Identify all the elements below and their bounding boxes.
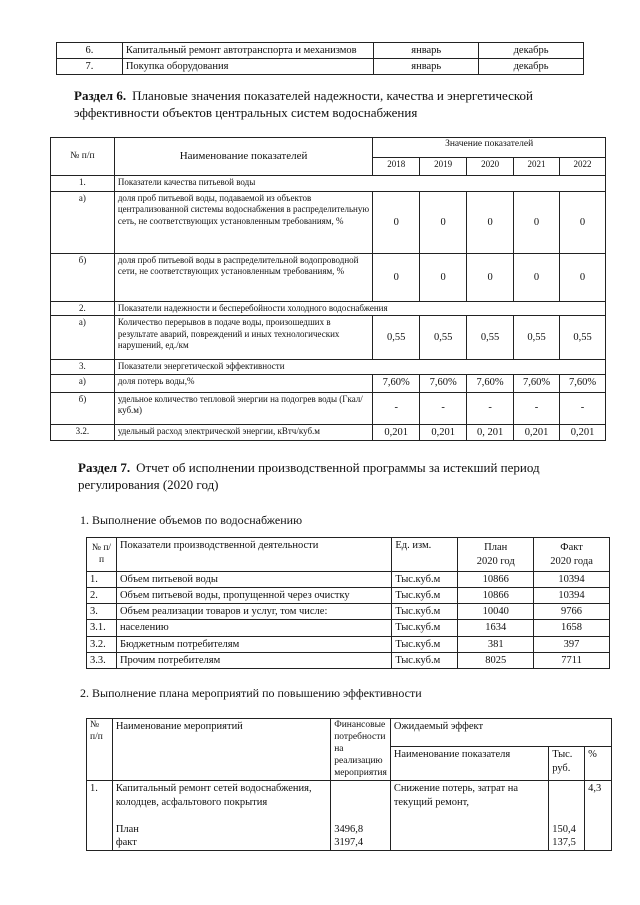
row-name: Объем питьевой воды	[116, 572, 391, 588]
value-cell: 7,60%	[373, 374, 420, 392]
value-cell: 0,201	[420, 424, 467, 440]
table-row	[51, 254, 606, 302]
measures-table	[86, 718, 612, 851]
fact-year: 2020 года	[550, 555, 593, 567]
fin-cell	[331, 781, 391, 851]
table-row	[87, 652, 610, 668]
plan-year: 2020 год	[476, 555, 515, 567]
row-number: 2.	[87, 588, 117, 604]
row-plan: 10866	[458, 588, 534, 604]
row-number: 7.	[57, 59, 123, 75]
row-number: 3.2.	[51, 424, 115, 440]
row-number: б)	[51, 392, 115, 424]
year-header: 2020	[467, 158, 514, 176]
value-cell: 0	[373, 254, 420, 302]
row-number: 3.3.	[87, 652, 117, 668]
head-pct: %	[585, 747, 612, 781]
value-cell: -	[467, 392, 514, 424]
row-name: Объем питьевой воды, пропущенной через очистку	[116, 588, 391, 604]
row-end: декабрь	[479, 43, 584, 59]
value-cell: 0	[514, 254, 560, 302]
value-cell: 0,55	[467, 316, 514, 360]
row-name: Количество перерывов в подаче воды, произошедших в результате аварий, повреждений и иных технологических нарушений, ед./км	[114, 316, 372, 360]
row-plan: 8025	[458, 652, 534, 668]
value-cell: 0	[373, 192, 420, 254]
section6-table	[50, 137, 606, 441]
row-unit: Тыс.куб.м	[392, 572, 458, 588]
row-unit: Тыс.куб.м	[392, 636, 458, 652]
table-row	[51, 392, 606, 424]
value-cell: 0,201	[514, 424, 560, 440]
row-plan: 10040	[458, 604, 534, 620]
head-eff-name: Наименование показателя	[390, 747, 548, 781]
rub-fact: 137,5	[552, 836, 576, 848]
value-cell: 0	[514, 192, 560, 254]
row-name: Капитальный ремонт сетей водоснабжения, колодцев, асфальтового покрытия	[115, 783, 312, 808]
table-row	[51, 424, 606, 440]
fin-plan: 3496,8	[334, 823, 364, 835]
table-row	[87, 588, 610, 604]
row-unit: Тыс.куб.м	[392, 588, 458, 604]
fact-label: Факт	[560, 542, 583, 554]
table-row	[87, 636, 610, 652]
head-unit: Ед. изм.	[392, 538, 458, 572]
table-row	[51, 316, 606, 360]
section7-title: Отчет об исполнении производственной программы за истекший период регулирования (2020 год)	[78, 460, 540, 492]
value-cell: 7,60%	[467, 374, 514, 392]
row-start: январь	[374, 59, 479, 75]
value-cell: 0	[467, 192, 514, 254]
row-number: 1.	[51, 176, 115, 192]
row-name: доля проб питьевой воды, подаваемой из объектов централизованной системы водоснабжения в распределительную сеть, не соответствующих установленным требованиям, %	[114, 192, 372, 254]
head-fact	[534, 538, 610, 572]
value-cell: 0, 201	[467, 424, 514, 440]
value-cell: 7,60%	[420, 374, 467, 392]
table-row	[87, 604, 610, 620]
value-cell: 0,201	[560, 424, 606, 440]
row-unit: Тыс.куб.м	[392, 620, 458, 636]
row-group-title: Показатели качества питьевой воды	[114, 176, 605, 192]
table-row	[51, 176, 606, 192]
row-number: а)	[51, 192, 115, 254]
row-plan: 1634	[458, 620, 534, 636]
rub-plan: 150,4	[552, 823, 576, 835]
row-number: б)	[51, 254, 115, 302]
plan-label: План	[484, 542, 508, 554]
pct-value: 4,3	[585, 781, 612, 851]
value-cell: 0	[420, 254, 467, 302]
row-number: 3.2.	[87, 636, 117, 652]
row-number: 3.1.	[87, 620, 117, 636]
row-name: Прочим потребителям	[116, 652, 391, 668]
head-name: Наименование мероприятий	[112, 719, 330, 781]
row-start: январь	[374, 43, 479, 59]
head-plan	[458, 538, 534, 572]
table-row	[57, 59, 584, 75]
value-cell: -	[373, 392, 420, 424]
value-cell: 7,60%	[560, 374, 606, 392]
table-row	[51, 374, 606, 392]
head-effect: Ожидаемый эффект	[390, 719, 611, 747]
row-plan: 10866	[458, 572, 534, 588]
value-cell: 0,55	[514, 316, 560, 360]
table-row	[87, 781, 612, 851]
value-cell: -	[560, 392, 606, 424]
fin-fact: 3197,4	[334, 836, 364, 848]
section7-subheading-1: 1. Выполнение объемов по водоснабжению	[80, 513, 303, 527]
row-name: удельный расход электрической энергии, кВтч/куб.м	[114, 424, 372, 440]
row-number: 1.	[87, 572, 117, 588]
row-plan: 381	[458, 636, 534, 652]
year-header: 2018	[373, 158, 420, 176]
row-fact: 7711	[534, 652, 610, 668]
section6-label: Раздел 6.	[74, 88, 127, 103]
rub-cell	[549, 781, 585, 851]
table-row	[87, 572, 610, 588]
value-cell: -	[420, 392, 467, 424]
head-rub: Тыс. руб.	[549, 747, 585, 781]
row-number: а)	[51, 316, 115, 360]
value-cell: 0	[560, 254, 606, 302]
value-cell: 0,55	[373, 316, 420, 360]
year-header: 2019	[420, 158, 467, 176]
row-number: 2.	[51, 302, 115, 316]
row-group-title: Показатели энергетической эффективности	[114, 360, 605, 374]
head-name: Наименование показателей	[114, 138, 372, 176]
section6-heading	[74, 88, 604, 122]
row-name: доля проб питьевой воды в распределительной водопроводной сети, не соответствующих установленным требованиям, %	[114, 254, 372, 302]
head-num: № п/п	[87, 538, 117, 572]
row-fact: 10394	[534, 588, 610, 604]
value-cell: 0	[467, 254, 514, 302]
row-unit: Тыс.куб.м	[392, 604, 458, 620]
head-name: Показатели производственной деятельности	[116, 538, 391, 572]
value-cell: 0,201	[373, 424, 420, 440]
head-num: № п/п	[87, 719, 113, 781]
value-cell: 7,60%	[514, 374, 560, 392]
value-cell: 0	[420, 192, 467, 254]
value-cell: 0	[560, 192, 606, 254]
row-unit: Тыс.куб.м	[392, 652, 458, 668]
row-name: Покупка оборудования	[122, 59, 374, 75]
row-name: удельное количество тепловой энергии на подогрев воды (Гкал/куб.м)	[114, 392, 372, 424]
plan-label: План	[115, 823, 139, 835]
year-header: 2021	[514, 158, 560, 176]
value-cell: 0,55	[420, 316, 467, 360]
row-group-title: Показатели надежности и бесперебойности холодного водоснабжения	[114, 302, 605, 316]
table-row	[51, 192, 606, 254]
table-row	[57, 43, 584, 59]
row-number: 6.	[57, 43, 123, 59]
head-num: № п/п	[51, 138, 115, 176]
section7-label: Раздел 7.	[78, 460, 131, 475]
row-end: декабрь	[479, 59, 584, 75]
row-fact: 1658	[534, 620, 610, 636]
table-row	[51, 302, 606, 316]
section7-heading	[78, 460, 608, 494]
head-values: Значение показателей	[373, 138, 606, 158]
row-fact: 10394	[534, 572, 610, 588]
section6-title: Плановые значения показателей надежности, качества и энергетической эффективности объектов центральных систем водоснабжения	[74, 88, 534, 120]
row-name: населению	[116, 620, 391, 636]
value-cell: 0,55	[560, 316, 606, 360]
row-fact: 9766	[534, 604, 610, 620]
row-name: Капитальный ремонт автотранспорта и механизмов	[122, 43, 374, 59]
top-continuation-table	[56, 42, 584, 75]
eff-name: Снижение потерь, затрат на текущий ремонт,	[390, 781, 548, 851]
section7-subheading-2: 2. Выполнение плана мероприятий по повышению эффективности	[80, 686, 422, 700]
row-fact: 397	[534, 636, 610, 652]
table-row	[87, 620, 610, 636]
fact-label: факт	[115, 836, 137, 848]
row-number: 3.	[51, 360, 115, 374]
row-name: Бюджетным потребителям	[116, 636, 391, 652]
row-number: 1.	[87, 781, 113, 851]
year-header: 2022	[560, 158, 606, 176]
head-fin: Финансовые потребности на реализацию мероприятия	[331, 719, 391, 781]
row-name: Объем реализации товаров и услуг, том числе:	[116, 604, 391, 620]
row-number: а)	[51, 374, 115, 392]
row-name: доля потерь воды,%	[114, 374, 372, 392]
volumes-table	[86, 537, 610, 669]
row-name-cell	[112, 781, 330, 851]
row-number: 3.	[87, 604, 117, 620]
table-row	[51, 360, 606, 374]
value-cell: -	[514, 392, 560, 424]
